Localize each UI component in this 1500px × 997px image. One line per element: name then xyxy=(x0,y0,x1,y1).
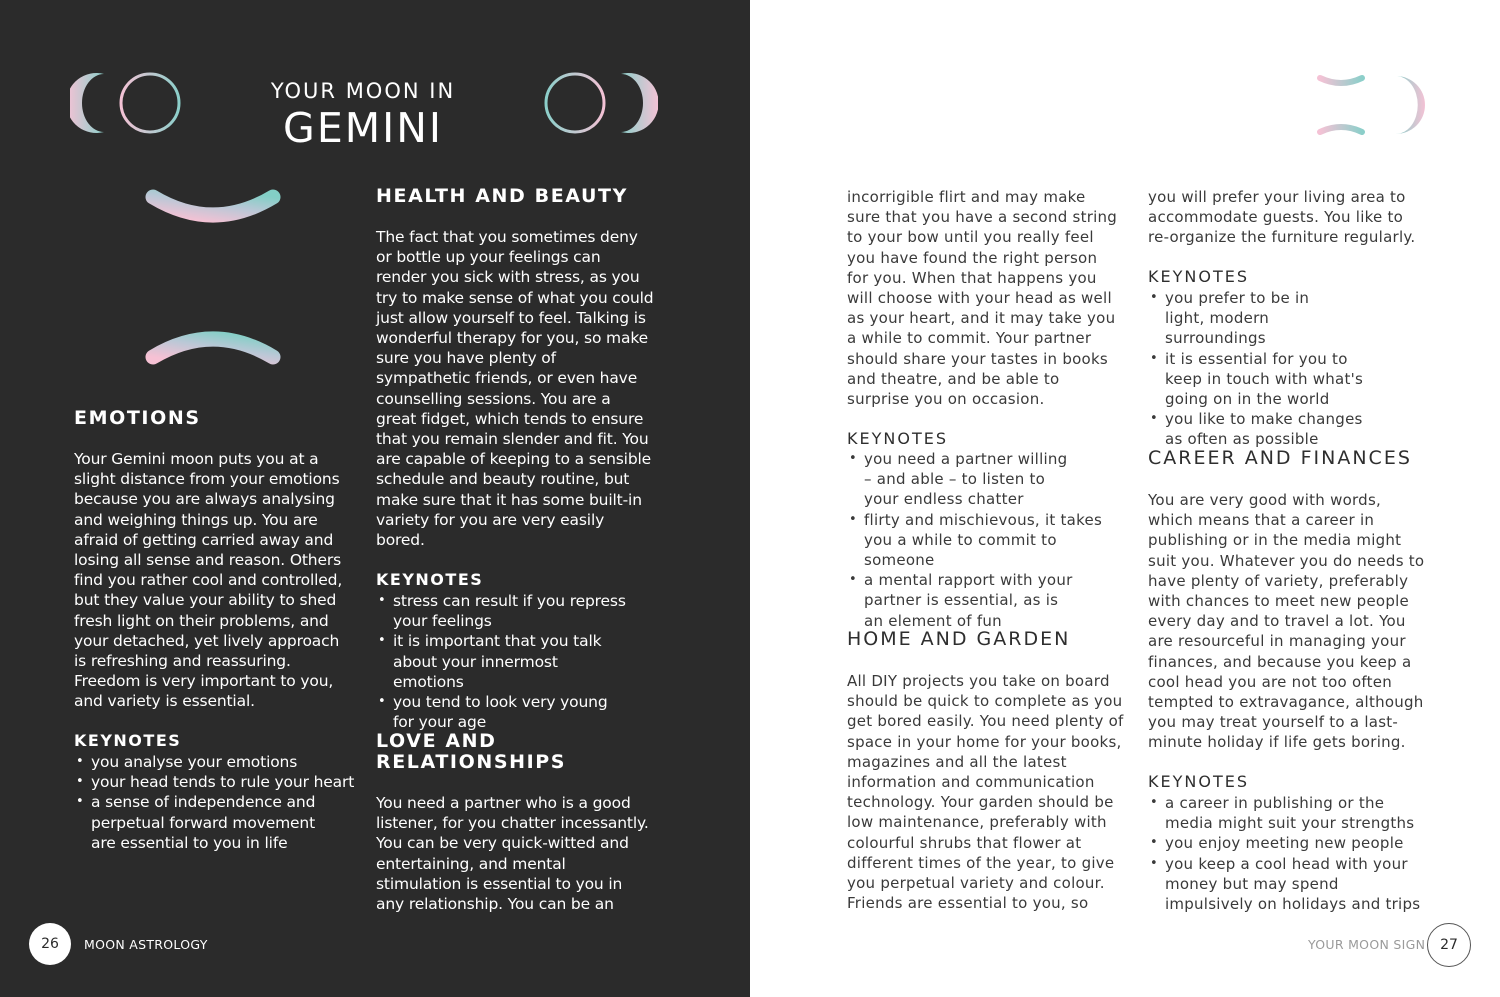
list-item: • it is important that you talk about your innermost emotions xyxy=(376,631,631,692)
list-item: • stress can result if you repress your feelings xyxy=(376,591,631,631)
header-sign-name: GEMINI xyxy=(283,104,443,152)
home-heading: HOME AND GARDEN xyxy=(847,628,1071,650)
love-keynotes-list xyxy=(847,449,1127,631)
love-heading: LOVE AND RELATIONSHIPS xyxy=(376,730,567,773)
moon-phase-icons-right xyxy=(543,70,658,136)
home-keynotes-list xyxy=(1148,288,1378,450)
page-number: 27 xyxy=(1427,923,1471,967)
list-item: • you prefer to be in light, modern surroundings xyxy=(1148,288,1350,349)
waxing-moon-icon xyxy=(1396,76,1425,134)
health-heading: HEALTH AND BEAUTY xyxy=(376,185,628,207)
right-page xyxy=(750,0,1500,997)
footer-label: YOUR MOON SIGN xyxy=(1308,937,1426,952)
full-moon-icon xyxy=(121,74,179,132)
career-keynotes-list xyxy=(1148,793,1433,914)
home-body-continued: you will prefer your living area to accommodate guests. You like to re-organize the furniture regularly. xyxy=(1148,188,1416,247)
home-body: All DIY projects you take on board should be quick to complete as you get bored easily. You need plenty of space in your home for your books, magazines and all the latest information and communication technology. Your garden should be low maintenance, preferably with colourful shrubs that flower at different times of the year, to give you perpetual variety and colour. Friends are essential to you, so xyxy=(847,672,1124,913)
list-item: • you keep a cool head with your money but may spend impulsively on holidays and trips xyxy=(1148,854,1427,915)
list-item: • flirty and mischievous, it takes you a while to commit to someone xyxy=(847,510,1126,571)
list-item: • you tend to look very young for your age xyxy=(376,692,608,732)
waxing-moon-icon xyxy=(621,73,658,133)
waning-moon-icon xyxy=(70,73,104,133)
footer-label: MOON ASTROLOGY xyxy=(84,937,208,952)
list-item: • you like to make changes as often as possible xyxy=(1148,409,1365,449)
career-keynotes-heading: KEYNOTES xyxy=(1148,772,1249,791)
list-item: • a career in publishing or the media might suit your strengths xyxy=(1148,793,1433,833)
love-keynotes-heading: KEYNOTES xyxy=(847,429,948,448)
health-keynotes-list xyxy=(376,591,631,732)
career-heading: CAREER AND FINANCES xyxy=(1148,447,1412,469)
career-body: You are very good with words, which means that a career in publishing or in the media might suit you. Whatever you do needs to have plenty of variety, preferably with chances to meet new people every day and to travel a lot. You are resourceful in managing your finances, and because you keep a cool head you are not too often tempted to extravagance, although you may treat yourself to a last-minute holiday if life gets boring. xyxy=(1148,491,1425,752)
header-line-1: YOUR MOON IN xyxy=(270,79,456,103)
emotions-keynotes-list xyxy=(74,752,359,853)
list-item: • a sense of independence and perpetual forward movement are essential to you in life xyxy=(74,792,323,853)
header-icons-right xyxy=(1316,72,1428,138)
gemini-glyph-icon xyxy=(1320,78,1362,132)
list-item: • you enjoy meeting new people xyxy=(1148,833,1433,853)
full-moon-icon xyxy=(546,74,604,132)
health-body: The fact that you sometimes deny or bottle up your feelings can render you sick with stress, as you try to make sense of what you could just allow yourself to feel. Talking is wonderful therapy for you, so make sure you have plenty of sympathetic friends, or even have counselling sessions. You are a great fidget, which tends to ensure that you remain slender and fit. You are capable of keeping to a sensible schedule and beauty routine, but make sure that it has some built-in variety for you are very easily bored. xyxy=(376,228,654,550)
list-item: • you need a partner willing – and able – to listen to your endless chatter xyxy=(847,449,1069,510)
gemini-glyph-icon xyxy=(138,185,288,370)
list-item: • you analyse your emotions xyxy=(74,752,359,772)
emotions-keynotes-heading: KEYNOTES xyxy=(74,731,182,750)
emotions-heading: EMOTIONS xyxy=(74,407,201,429)
moon-phase-icons-left xyxy=(70,70,185,136)
love-body: You need a partner who is a good listener, for you chatter incessantly. You can be very quick-witted and entertaining, and mental stimulation is essential to you in any relationship. You can be an xyxy=(376,794,649,914)
love-body-continued: incorrigible flirt and may make sure that you have a second string to your bow until you really feel you have found the right person for you. When that happens you will choose with your head as well as your heart, and it may take you a while to commit. Your partner should share your tastes in books and theatre, and be able to surprise you on occasion. xyxy=(847,188,1118,409)
health-keynotes-heading: KEYNOTES xyxy=(376,570,484,589)
list-item: • a mental rapport with your partner is essential, as is an element of fun xyxy=(847,570,1079,631)
home-keynotes-heading: KEYNOTES xyxy=(1148,267,1249,286)
page-number: 26 xyxy=(29,923,71,965)
list-item: • your head tends to rule your heart xyxy=(74,772,359,792)
list-item: • it is essential for you to keep in touch with what's going on in the world xyxy=(1148,349,1375,410)
emotions-body: Your Gemini moon puts you at a slight distance from your emotions because you are always analysing and weighing things up. You are afraid of getting carried away and losing all sense and reason. Others find you rather cool and controlled, but they value your ability to shed fresh light on their problems, and your detached, yet lively approach is refreshing and reassuring. Freedom is very important to you, and variety is essential. xyxy=(74,450,343,711)
